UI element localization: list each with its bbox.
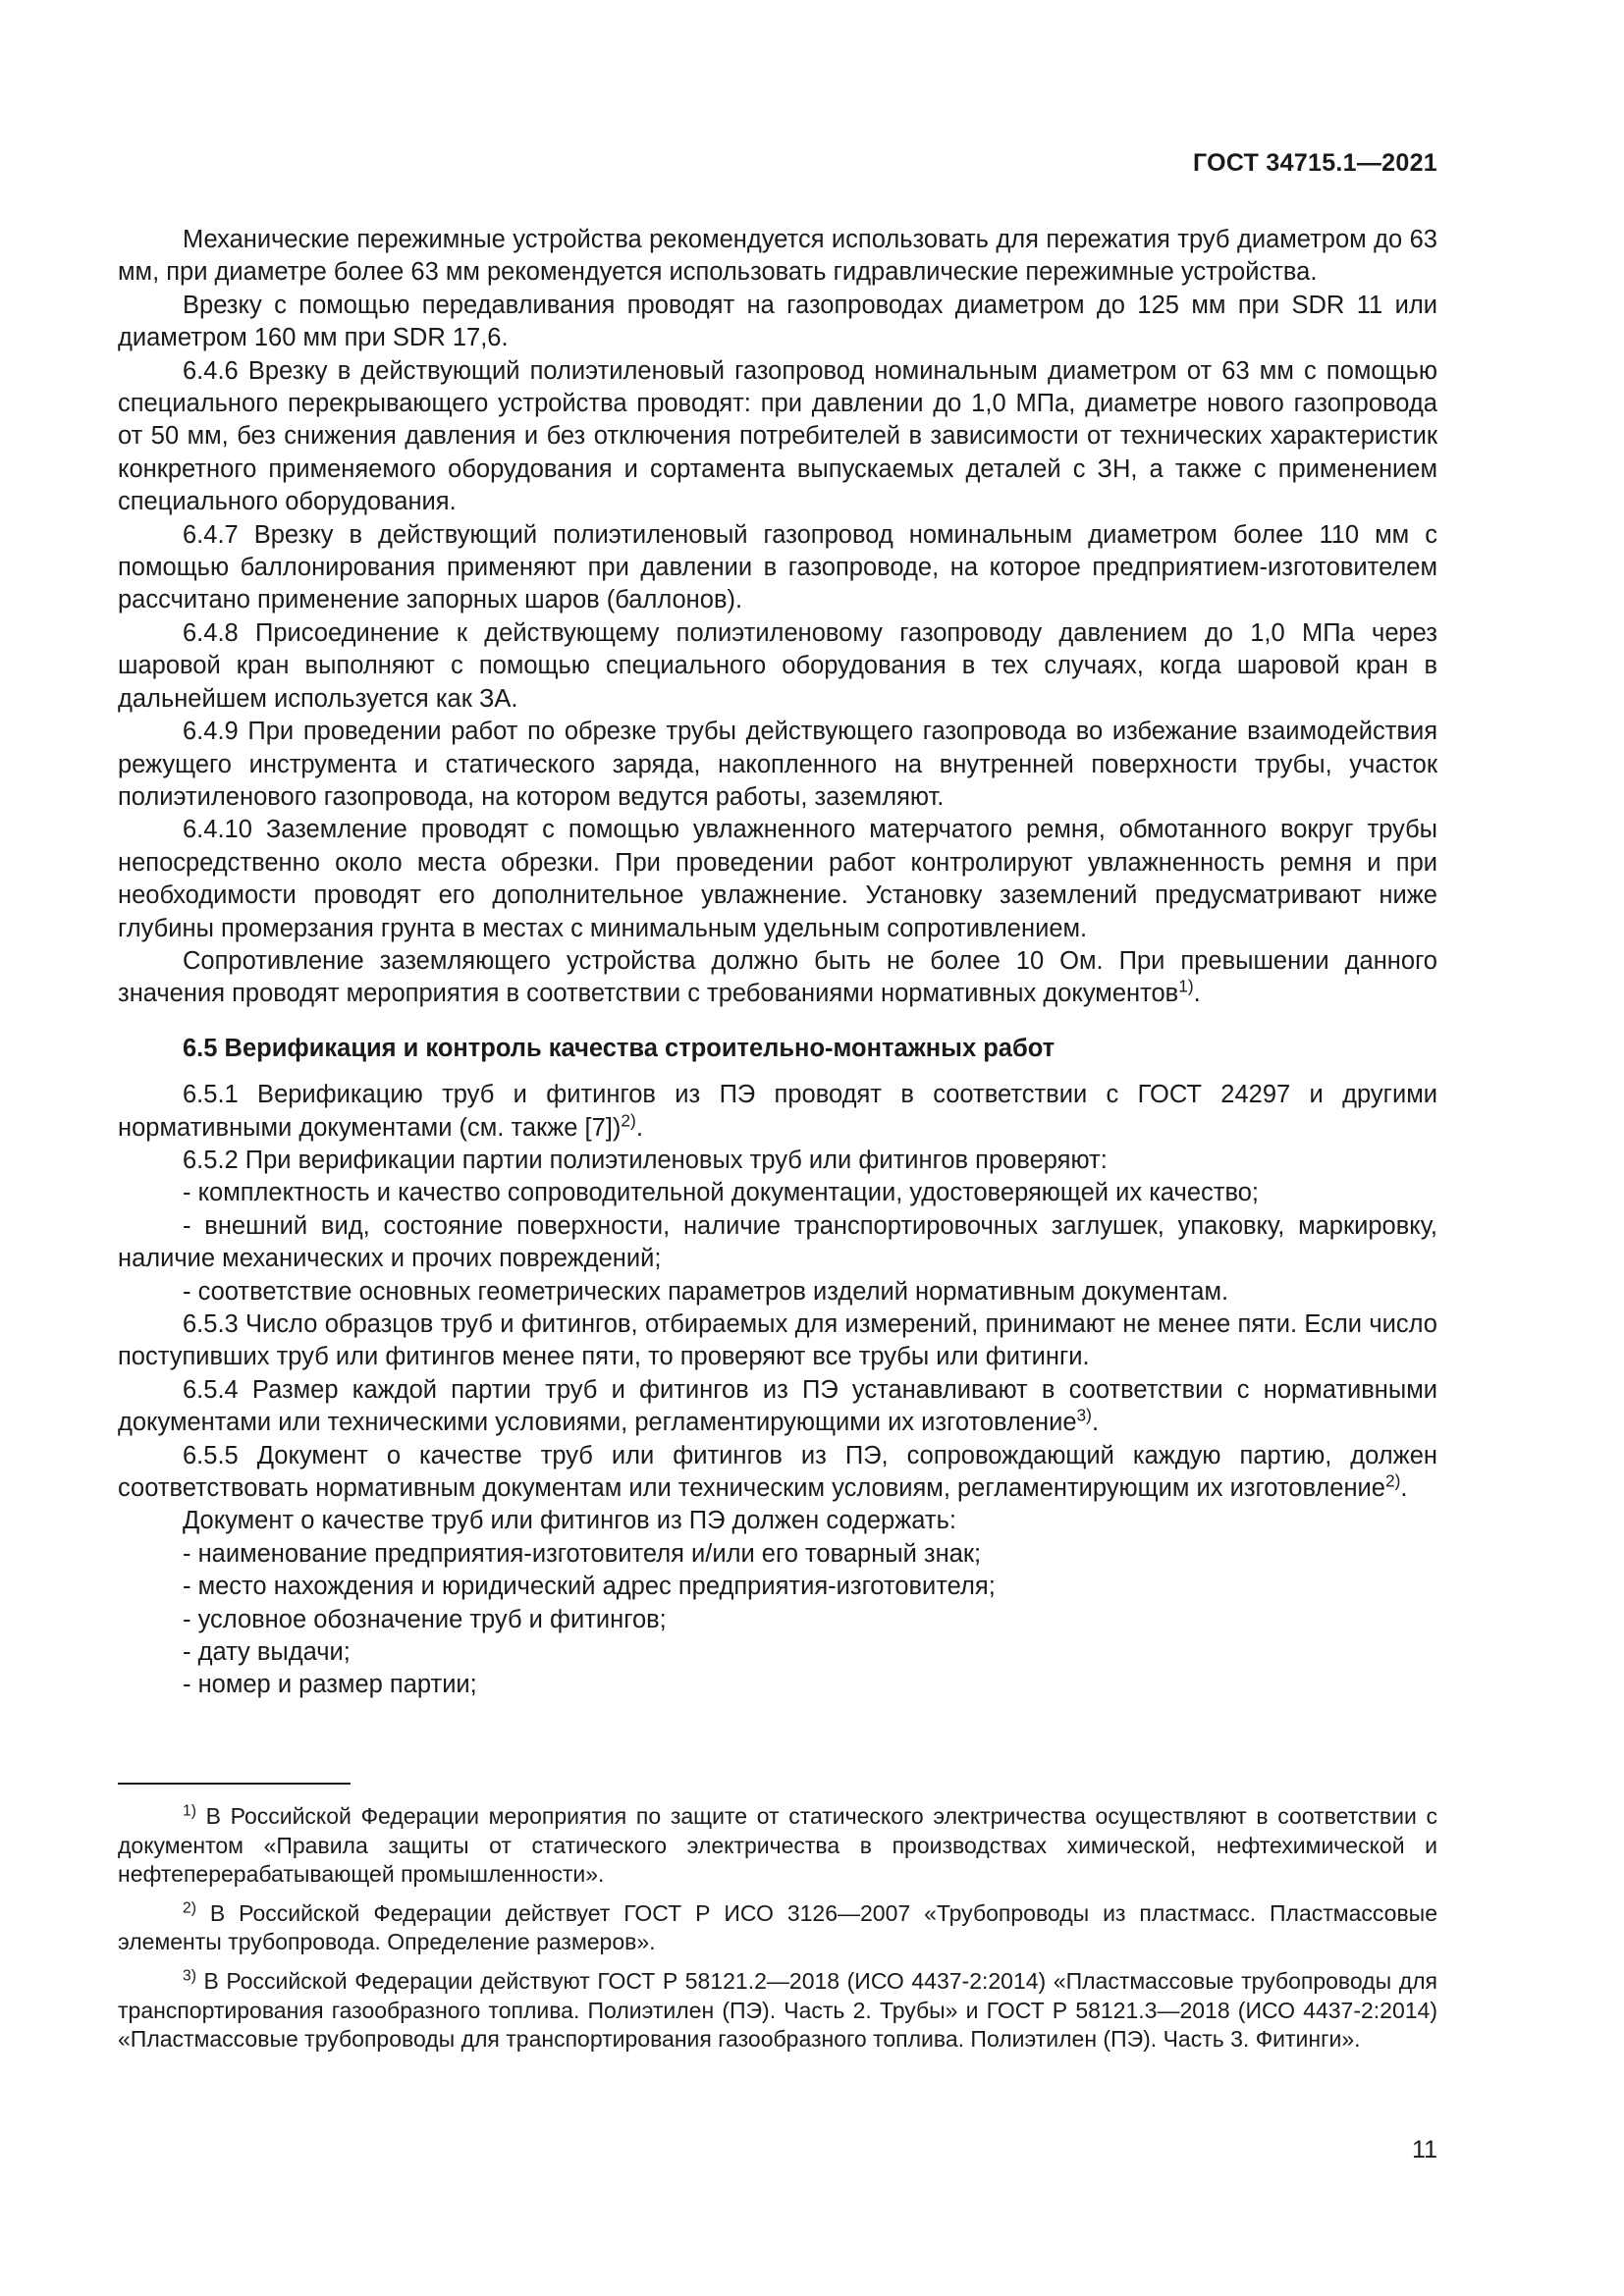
paragraph-text: 6.5.1 Верификацию труб и фитингов из ПЭ проводят в соответствии с ГОСТ 24297 и другими нормативными документами (см. также [7])	[118, 1081, 1437, 1142]
list-item: - внешний вид, состояние поверхности, наличие транспортировочных заглушек, упаковку, маркировку, наличие механических и прочих повреждений;	[118, 1211, 1437, 1273]
footnote-mark: 2)	[183, 1899, 196, 1917]
list-item: - номер и размер партии;	[183, 1671, 477, 1699]
list-item: - соответствие основных геометрических параметров изделий нормативным документам.	[183, 1277, 1229, 1306]
paragraph-6-5-3: 6.5.3 Число образцов труб и фитингов, отбираемых для измерений, принимают не менее пяти. Если число поступивших труб или фитингов менее пяти, то проверяют все трубы или фитинги.	[118, 1310, 1437, 1371]
document-body	[118, 224, 1437, 1702]
footnote-divider	[118, 1783, 351, 1785]
paragraph-6-5-5: 6.5.5 Документ о качестве труб или фитингов из ПЭ, сопровождающий каждую партию, должен соответствовать нормативным документам или техническим условиям, регламентирующим их изготовление$^{2)}$.	[118, 1441, 1437, 1503]
paragraph: Документ о качестве труб или фитингов из ПЭ должен содержать:	[183, 1507, 956, 1535]
paragraph: Сопротивление заземляющего устройства должно быть не более 10 Ом. При превышении данного значения проводят мероприятия в соответствии с требованиями нормативных документов$^{1)}$.	[118, 946, 1437, 1008]
paragraph-6-5-4: 6.5.4 Размер каждой партии труб и фитингов из ПЭ устанавливают в соответствии с нормативными документами или техническими условиями, регламентирующими их изготовление$^{3)}$.	[118, 1375, 1437, 1437]
footnote-text: В Российской Федерации мероприятия по защите от статического электричества осуществляют в соответствии с документом «Правила защиты от статического электричества в производствах химической, нефтехимической и нефтеперерабатывающей промышленности».	[118, 1803, 1438, 1888]
list-item: - наименование предприятия-изготовителя и/или его товарный знак;	[183, 1539, 982, 1568]
footnote	[118, 1967, 1437, 2055]
footnotes	[118, 1802, 1437, 2064]
paragraph-6-4-10: 6.4.10 Заземление проводят с помощью увлажненного матерчатого ремня, обмотанного вокруг трубы непосредственно около места обрезки. При проведении работ контролируют увлажненность ремня и при необходимости проводят его дополнительное увлажнение. Установку заземлений предусматривают ниже глубины промерзания грунта в местах с минимальным удельным сопротивлением.	[118, 816, 1437, 942]
footnote-ref[interactable]: 1)	[1178, 976, 1194, 996]
paragraph-text: Сопротивление заземляющего устройства должно быть не более 10 Ом. При превышении данного значения проводят мероприятия в соответствии с требованиями нормативных документов	[118, 946, 1437, 1008]
list-item: - дату выдачи;	[183, 1638, 351, 1667]
list-item: - место нахождения и юридический адрес предприятия-изготовителя;	[183, 1573, 996, 1601]
footnote-text: В Российской Федерации действует ГОСТ Р ИСО 3126—2007 «Трубопроводы из пластмасс. Пластмассовые элементы трубопровода. Определение размеров».	[118, 1899, 1437, 1955]
footnote-ref[interactable]: 2)	[621, 1110, 636, 1131]
section-heading-6-5: 6.5 Верификация и контроль качества строительно-монтажных работ	[183, 1034, 1056, 1062]
paragraph-6-4-7: 6.4.7 Врезку в действующий полиэтиленовый газопровод номинальным диаметром более 110 мм с помощью баллонирования применяют при давлении в газопроводе, на которое предприятием-изготовителем рассчитано применение запорных шаров (баллонов).	[118, 520, 1437, 614]
footnote-ref[interactable]: 3)	[1076, 1405, 1092, 1425]
page-number: 11	[1412, 2136, 1437, 2163]
list-item: - условное обозначение труб и фитингов;	[183, 1605, 667, 1633]
paragraph-6-4-6: 6.4.6 Врезку в действующий полиэтиленовый газопровод номинальным диаметром от 63 мм с помощью специального перекрывающего устройства проводят: при давлении до 1,0 МПа, диаметре нового газопровода от 50 мм, без снижения давления и без отключения потребителей в зависимости от технических характеристик конкретного применяемого оборудования и сортамента выпускаемых деталей с ЗН, а также с применением специального оборудования.	[118, 356, 1437, 516]
list-item: - комплектность и качество сопроводительной документации, удостоверяющей их качество;	[183, 1179, 1259, 1207]
paragraph-text: 6.5.5 Документ о качестве труб или фитингов из ПЭ, сопровождающий каждую партию, должен соответствовать нормативным документам или техническим условиям, регламентирующим их изготовление	[118, 1441, 1437, 1503]
footnote	[118, 1802, 1437, 1890]
footnote-mark: 3)	[183, 1967, 196, 1985]
paragraph: Механические пережимные устройства рекомендуется использовать для пережатия труб диаметром до 63 мм, при диаметре более 63 мм рекомендуется использовать гидравлические пережимные устройства.	[118, 226, 1437, 287]
document-code-header: ГОСТ 34715.1—2021	[1192, 149, 1437, 177]
paragraph-6-5-2: 6.5.2 При верификации партии полиэтиленовых труб или фитингов проверяют:	[183, 1146, 1108, 1174]
paragraph-6-4-8: 6.4.8 Присоединение к действующему полиэтиленовому газопроводу давлением до 1,0 МПа через шаровой кран выполняют с помощью специального оборудования в тех случаях, когда шаровой кран в дальнейшем используется как ЗА.	[118, 618, 1437, 713]
footnote-mark: 1)	[183, 1802, 196, 1820]
paragraph-6-5-1: 6.5.1 Верификацию труб и фитингов из ПЭ проводят в соответствии с ГОСТ 24297 и другими нормативными документами (см. также [7])$^{2)}$.	[118, 1081, 1437, 1142]
footnote-ref[interactable]: 2)	[1384, 1470, 1401, 1491]
paragraph-text: 6.5.4 Размер каждой партии труб и фитингов из ПЭ устанавливают в соответствии с нормативными документами или техническими условиями, регламентирующими их изготовление	[118, 1375, 1437, 1437]
paragraph-6-4-9: 6.4.9 При проведении работ по обрезке трубы действующего газопровода во избежание взаимодействия режущего инструмента и статического заряда, накопленного на внутренней поверхности трубы, участок полиэтиленового газопровода, на котором ведутся работы, заземляют.	[118, 718, 1437, 811]
footnote	[118, 1899, 1437, 1957]
paragraph: Врезку с помощью передавливания проводят на газопроводах диаметром до 125 мм при SDR 11 или диаметром 160 мм при SDR 17,6.	[118, 291, 1437, 352]
footnote-text: В Российской Федерации действуют ГОСТ Р 58121.2—2018 (ИСО 4437-2:2014) «Пластмассовые трубопроводы для транспортирования газообразного топлива. Полиэтилен (ПЭ). Часть 2. Трубы» и ГОСТ Р 58121.3—2018 (ИСО 4437-2:2014) «Пластмассовые трубопроводы для транспортирования газообразного топлива. Полиэтилен (ПЭ). Часть 3. Фитинги».	[118, 1967, 1437, 2053]
